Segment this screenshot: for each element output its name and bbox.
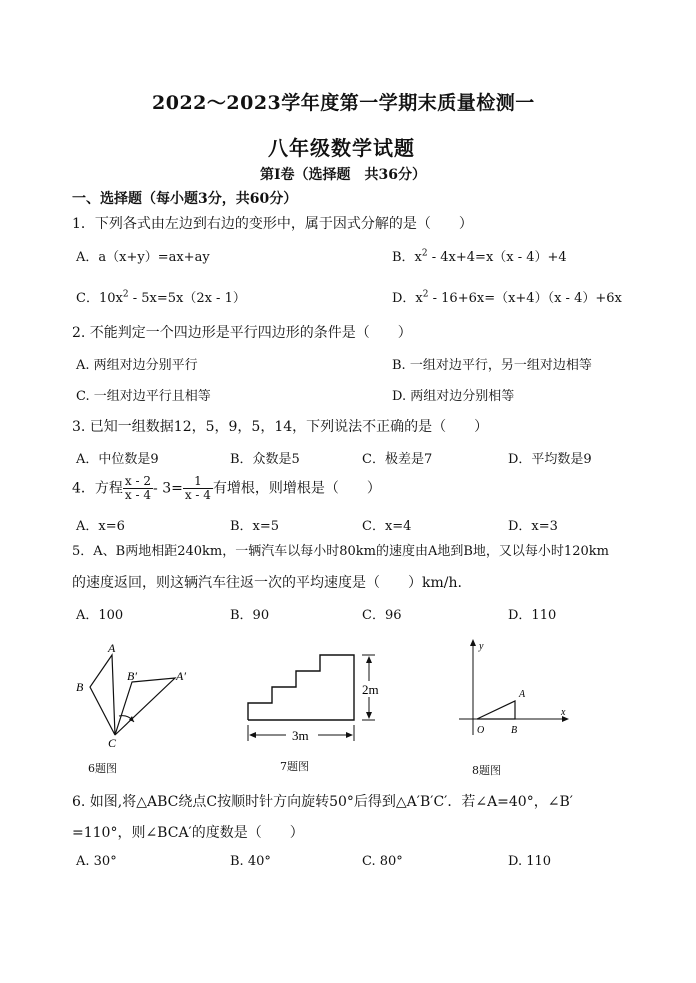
y-axis-arrow-icon: [470, 639, 476, 646]
q1-option-a: A．a（x+y）=ax+ay: [76, 250, 210, 265]
triangle-oab: [477, 701, 515, 719]
q4-stem: 4．方程 $\frac{x - 2}{x - 4}$ - 3= $\frac{1}{x - 4}$ 有增根，则增根是（ ）: [72, 474, 381, 502]
exam-title: 2022～2023学年度第一学期末质量检测一: [152, 92, 535, 114]
fig7-width-label: 3m: [292, 728, 309, 743]
q5-option-d: D．110: [508, 608, 557, 623]
exam-subtitle: 八年级数学试题: [268, 136, 415, 160]
q6-stem-line1: 6. 如图,将△ABC绕点C按顺时针方向旋转50°后得到△A′B′C′．若∠A=40°，∠B′: [72, 794, 573, 810]
q2-option-b: B. 一组对边平行，另一组对边相等: [392, 358, 592, 373]
fig6-label-c: C: [108, 736, 117, 750]
fig6-label-a-prime: A′: [176, 669, 186, 683]
q3-option-c: C．极差是7: [362, 452, 433, 467]
q1-option-b: B．$x^2 - 4x+4=x(x - 4)+4$: [392, 248, 567, 265]
figure-6-caption: 6题图: [88, 762, 117, 775]
fig8-label-o: O: [477, 725, 485, 736]
q4-option-d: D．x=3: [508, 519, 558, 534]
fig8-label-b: B: [511, 725, 518, 736]
triangle-a2b2c: [115, 678, 175, 735]
q6-option-b: B. 40°: [230, 854, 271, 869]
q4-option-c: C．x=4: [362, 519, 412, 534]
figure-8-coordinate-diagram: [455, 635, 575, 745]
figure-7-staircase-diagram: [240, 645, 385, 750]
q2-stem: 2. 不能判定一个四边形是平行四边形的条件是（ ）: [72, 325, 412, 341]
q1-stem: 1．下列各式由左边到右边的变形中，属于因式分解的是（ ）: [72, 216, 473, 232]
fig8-label-x: x: [561, 707, 566, 718]
fig6-label-a: A: [108, 641, 116, 655]
triangle-abc: [90, 655, 115, 735]
q4-fraction-1: $\frac{x - 2}{x - 4}$: [124, 474, 152, 502]
q4-fraction-2: $\frac{1}{x - 4}$: [184, 474, 211, 502]
q5-option-c: C．96: [362, 608, 402, 623]
fig8-label-y: y: [479, 641, 484, 652]
q2-option-a: A. 两组对边分别平行: [76, 358, 198, 373]
q4-option-a: A．x=6: [76, 519, 125, 534]
fig8-label-a: A: [519, 689, 526, 700]
q3-stem: 3. 已知一组数据12，5，9，5，14，下列说法不正确的是（ ）: [72, 419, 489, 435]
q3-option-a: A．中位数是9: [76, 452, 159, 467]
fig6-label-b-prime: B′: [127, 669, 137, 683]
q6-option-d: D. 110: [508, 854, 552, 869]
q3-option-d: D．平均数是9: [508, 452, 592, 467]
figure-8-caption: 8题图: [472, 764, 501, 777]
figure-7-caption: 7题图: [280, 760, 309, 773]
staircase-outline: [248, 655, 354, 720]
fig7-height-label: 2m: [362, 682, 379, 697]
volume-heading: 第Ⅰ卷（选择题 共36分）: [260, 167, 427, 183]
q5-option-a: A．100: [76, 608, 124, 623]
q6-option-c: C. 80°: [362, 854, 403, 869]
q5-stem-line1: 5．A、B两地相距240km，一辆汽车以每小时80km的速度由A地到B地，又以每小时120km: [72, 544, 609, 559]
q6-option-a: A. 30°: [76, 854, 117, 869]
q3-option-b: B．众数是5: [230, 452, 300, 467]
fig6-label-b: B: [76, 680, 84, 694]
q5-stem-line2: 的速度返回，则这辆汽车往返一次的平均速度是（ ）km/h.: [72, 575, 462, 591]
figure-6-rotation-diagram: [70, 640, 200, 750]
q5-option-b: B．90: [230, 608, 270, 623]
q2-option-c: C. 一组对边平行且相等: [76, 389, 211, 404]
q6-stem-line2: =110°，则∠BCA′的度数是（ ）: [72, 825, 304, 841]
q2-option-d: D. 两组对边分别相等: [392, 389, 515, 404]
q4-option-b: B．x=5: [230, 519, 280, 534]
q1-option-d: D．$x^2 - 16+6x=(x+4)(x - 4)+6x$: [392, 289, 622, 306]
section-heading: 一、选择题（每小题3分，共60分）: [72, 191, 298, 207]
q1-option-c: C．$10x^2 - 5x=5x(2x - 1)$: [76, 289, 246, 306]
